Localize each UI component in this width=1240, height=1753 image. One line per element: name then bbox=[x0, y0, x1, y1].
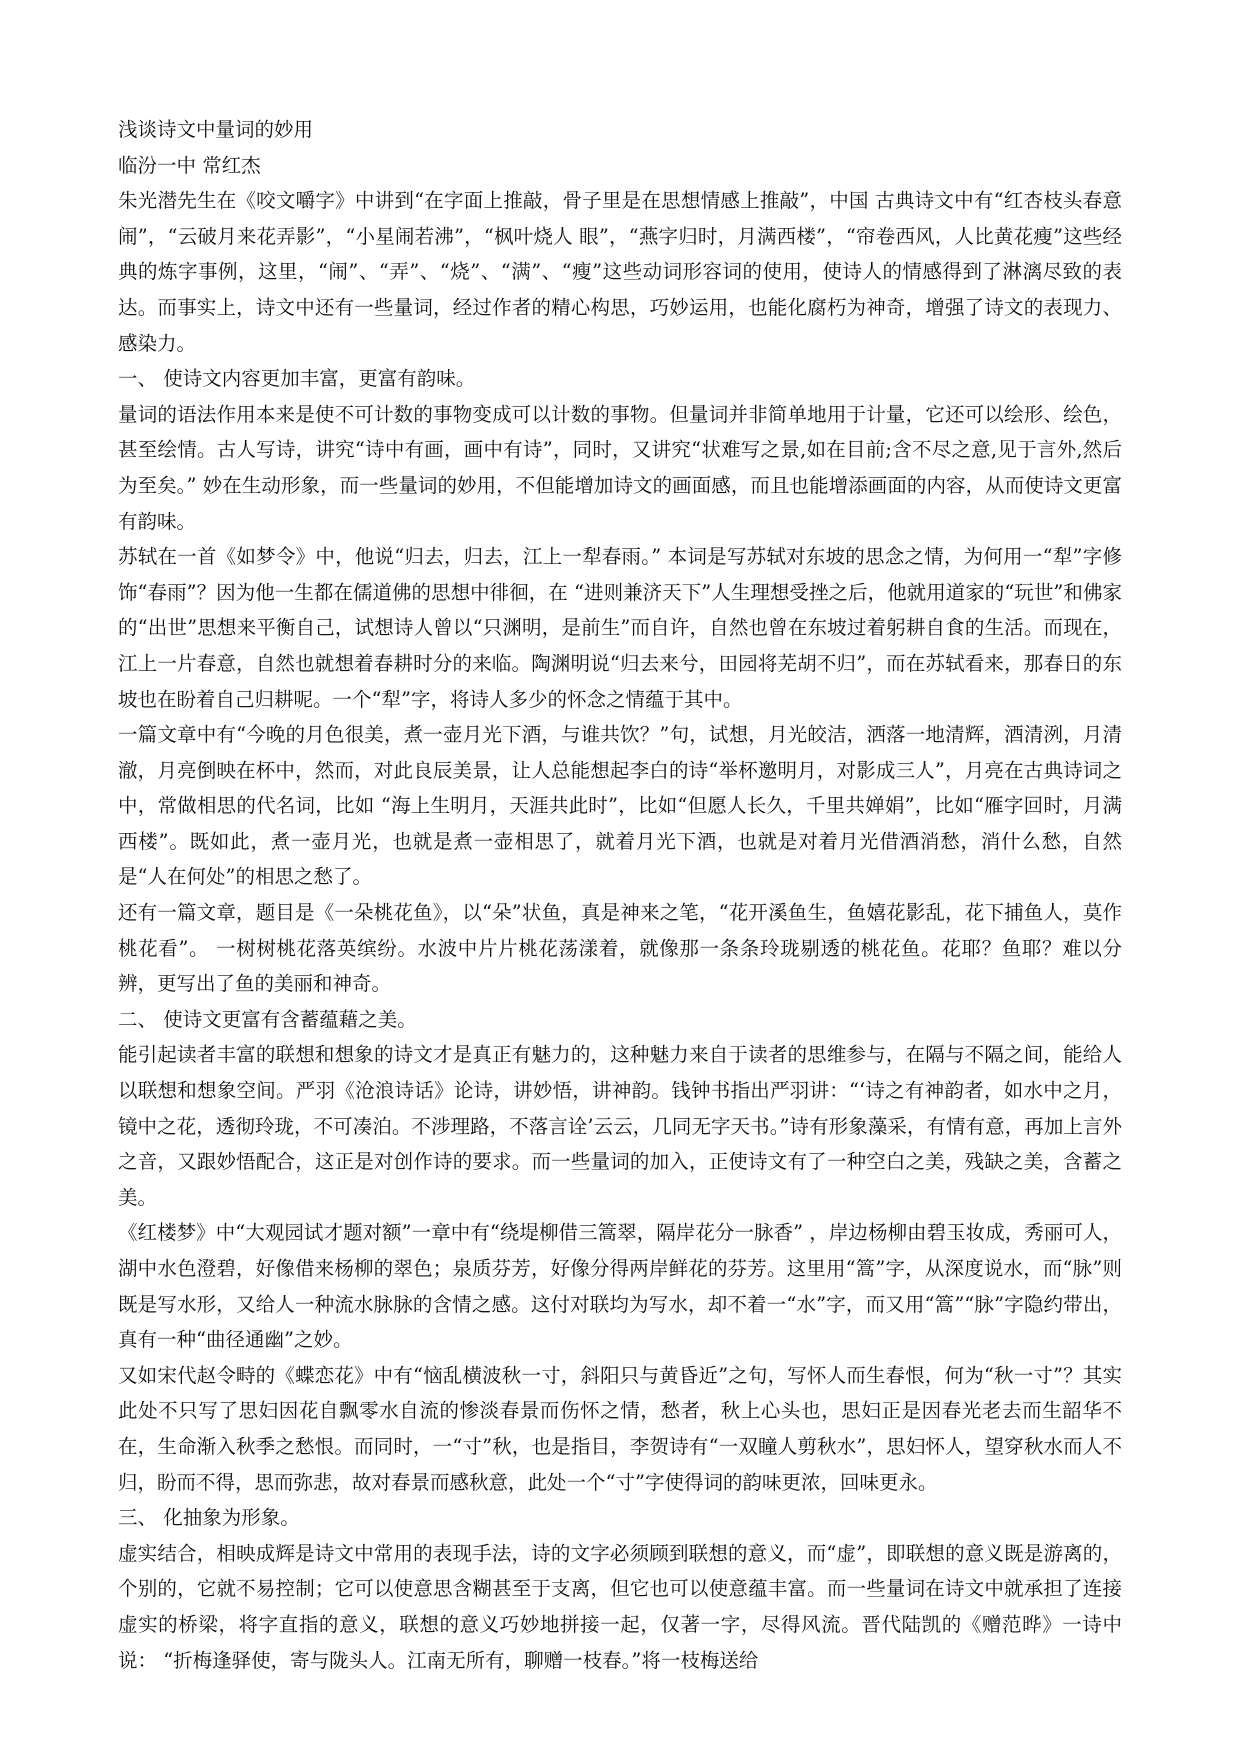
document-author: 临汾一中 常红杰 bbox=[118, 153, 261, 177]
section-heading-3: 三、 化抽象为形象。 bbox=[118, 1506, 300, 1530]
paragraph: 能引起读者丰富的联想和想象的诗文才是真正有魅力的，这种魅力来自于读者的思维参与，在隔与不隔之间，能给人以联想和想象空间。严羽《沧浪诗话》论诗，讲妙悟，讲神韵。钱钟书指出严羽讲：“‘诗之有神韵者，如水中之月，镜中之花，透彻玲珑，不可凑泊。不涉理路，不落言诠’云云，几同无字天书。”诗有形象藻采，有情有意，再加上言外之音，又跟妙悟配合，这正是对创作诗的要求。而一些量词的加入，正使诗文有了一种空白之美，残缺之美，含蓄之美。 bbox=[118, 1043, 1122, 1209]
document-page bbox=[118, 112, 1122, 1678]
paragraph: 虚实结合，相映成辉是诗文中常用的表现手法，诗的文字必须顾到联想的意义，而“虚”，即联想的意义既是游离的，个别的，它就不易控制；它可以使意思含糊甚至于支离，但它也可以使意蕴丰富。而一些量词在诗文中就承担了连接虚实的桥梁，将字直指的意义，联想的意义巧妙地拼接一起，仅著一字，尽得风流。晋代陆凯的《赠范晔》一诗中说： “折梅逢驿使，寄与陇头人。江南无所有，聊赠一枝春。”将一枝梅送给 bbox=[118, 1541, 1122, 1672]
paragraph: 又如宋代赵令畤的《蝶恋花》中有“恼乱横波秋一寸，斜阳只与黄昏近”之句，写怀人而生春恨，何为“秋一寸”？其实此处不只写了思妇因花自飘零水自流的惨淡春景而伤怀之情，愁者，秋上心头也，思妇正是因春光老去而生韶华不在，生命渐入秋季之愁恨。而同时，一“寸”秋，也是指目，李贺诗有“一双瞳人剪秋水”，思妇怀人，望穿秋水而人不归，盼而不得，思而弥悲，故对春景而感秋意，此处一个“寸”字使得词的韵味更浓，回味更永。 bbox=[118, 1363, 1122, 1494]
paragraph: 苏轼在一首《如梦令》中，他说“归去，归去，江上一犁春雨。” 本词是写苏轼对东坡的思念之情，为何用一“犁”字修饰“春雨”？因为他一生都在儒道佛的思想中徘徊，在 “进则兼济天下”人生理想受挫之后，他就用道家的“玩世”和佛家的“出世”思想来平衡自己，试想诗人曾以“只渊明，是前生”而自许，自然也曾在东坡过着躬耕自食的生活。而现在，江上一片春意，自然也就想着春耕时分的来临。陶渊明说“归去来兮，田园将芜胡不归”，而在苏轼看来，那春日的东坡也在盼着自己归耕呢。一个“犁”字，将诗人多少的怀念之情蕴于其中。 bbox=[118, 545, 1122, 711]
document-title: 浅谈诗文中量词的妙用 bbox=[118, 118, 314, 141]
paragraph: 量词的语法作用本来是使不可计数的事物变成可以计数的事物。但量词并非简单地用于计量，它还可以绘形、绘色，甚至绘情。古人写诗，讲究“诗中有画，画中有诗”，同时，又讲究“状难写之景,如在目前;含不尽之意,见于言外,然后为至矣。” 妙在生动形象，而一些量词的妙用，不但能增加诗文的画面感，而且也能增添画面的内容，从而使诗文更富有韵味。 bbox=[118, 402, 1122, 533]
paragraph: 还有一篇文章，题目是《一朵桃花鱼》，以“朵”状鱼，真是神来之笔，“花开溪鱼生，鱼嬉花影乱，花下捕鱼人，莫作桃花看”。 一树树桃花落英缤纷。水波中片片桃花荡漾着，就像那一条条玲珑剔透的桃花鱼。花耶？鱼耶？难以分辨，更写出了鱼的美丽和神奇。 bbox=[118, 901, 1122, 996]
paragraph-intro: 朱光潜先生在《咬文嚼字》中讲到“在字面上推敲，骨子里是在思想情感上推敲”，中国 古典诗文中有“红杏枝头春意闹”，“云破月来花弄影”，“小星闹若沸”，“枫叶烧人 眼”，“燕字归时，月满西楼”，“帘卷西风，人比黄花瘦”这些经典的炼字事例，这里，“闹”、“弄”、“烧”、“满”、“瘦”这些动词形容词的使用，使诗人的情感得到了淋漓尽致的表达。而事实上，诗文中还有一些量词，经过作者的精心构思，巧妙运用，也能化腐朽为神奇，增强了诗文的表现力、感染力。 bbox=[118, 189, 1122, 355]
paragraph: 一篇文章中有“今晚的月色很美，煮一壶月光下酒，与谁共饮？”句，试想，月光皎洁，洒落一地清辉，酒清洌，月清澈，月亮倒映在杯中，然而，对此良辰美景，让人总能想起李白的诗“举杯邀明月，对影成三人”，月亮在古典诗词之中，常做相思的代名词，比如 “海上生明月，天涯共此时”，比如“但愿人长久，千里共婵娟”，比如“雁字回时，月满西楼”。既如此，煮一壶月光，也就是煮一壶相思了，就着月光下酒，也就是对着月光借酒消愁，消什么愁，自然是“人在何处”的相思之愁了。 bbox=[118, 723, 1122, 889]
paragraph: 《红楼梦》中“大观园试才题对额”一章中有“绕堤柳借三篙翠，隔岸花分一脉香” ，岸边杨柳由碧玉妆成，秀丽可人，湖中水色澄碧，好像借来杨柳的翠色；泉质芬芳，好像分得两岸鲜花的芬芳。这里用“篙”字，从深度说水，而“脉”则既是写水形，又给人一种流水脉脉的含情之感。这付对联均为写水，却不着一“水”字，而又用“篙”“脉”字隐约带出，真有一种“曲径通幽”之妙。 bbox=[118, 1221, 1122, 1352]
section-heading-1: 一、 使诗文内容更加丰富，更富有韵味。 bbox=[118, 367, 476, 391]
section-heading-2: 二、 使诗文更富有含蓄蕴藉之美。 bbox=[118, 1007, 417, 1031]
